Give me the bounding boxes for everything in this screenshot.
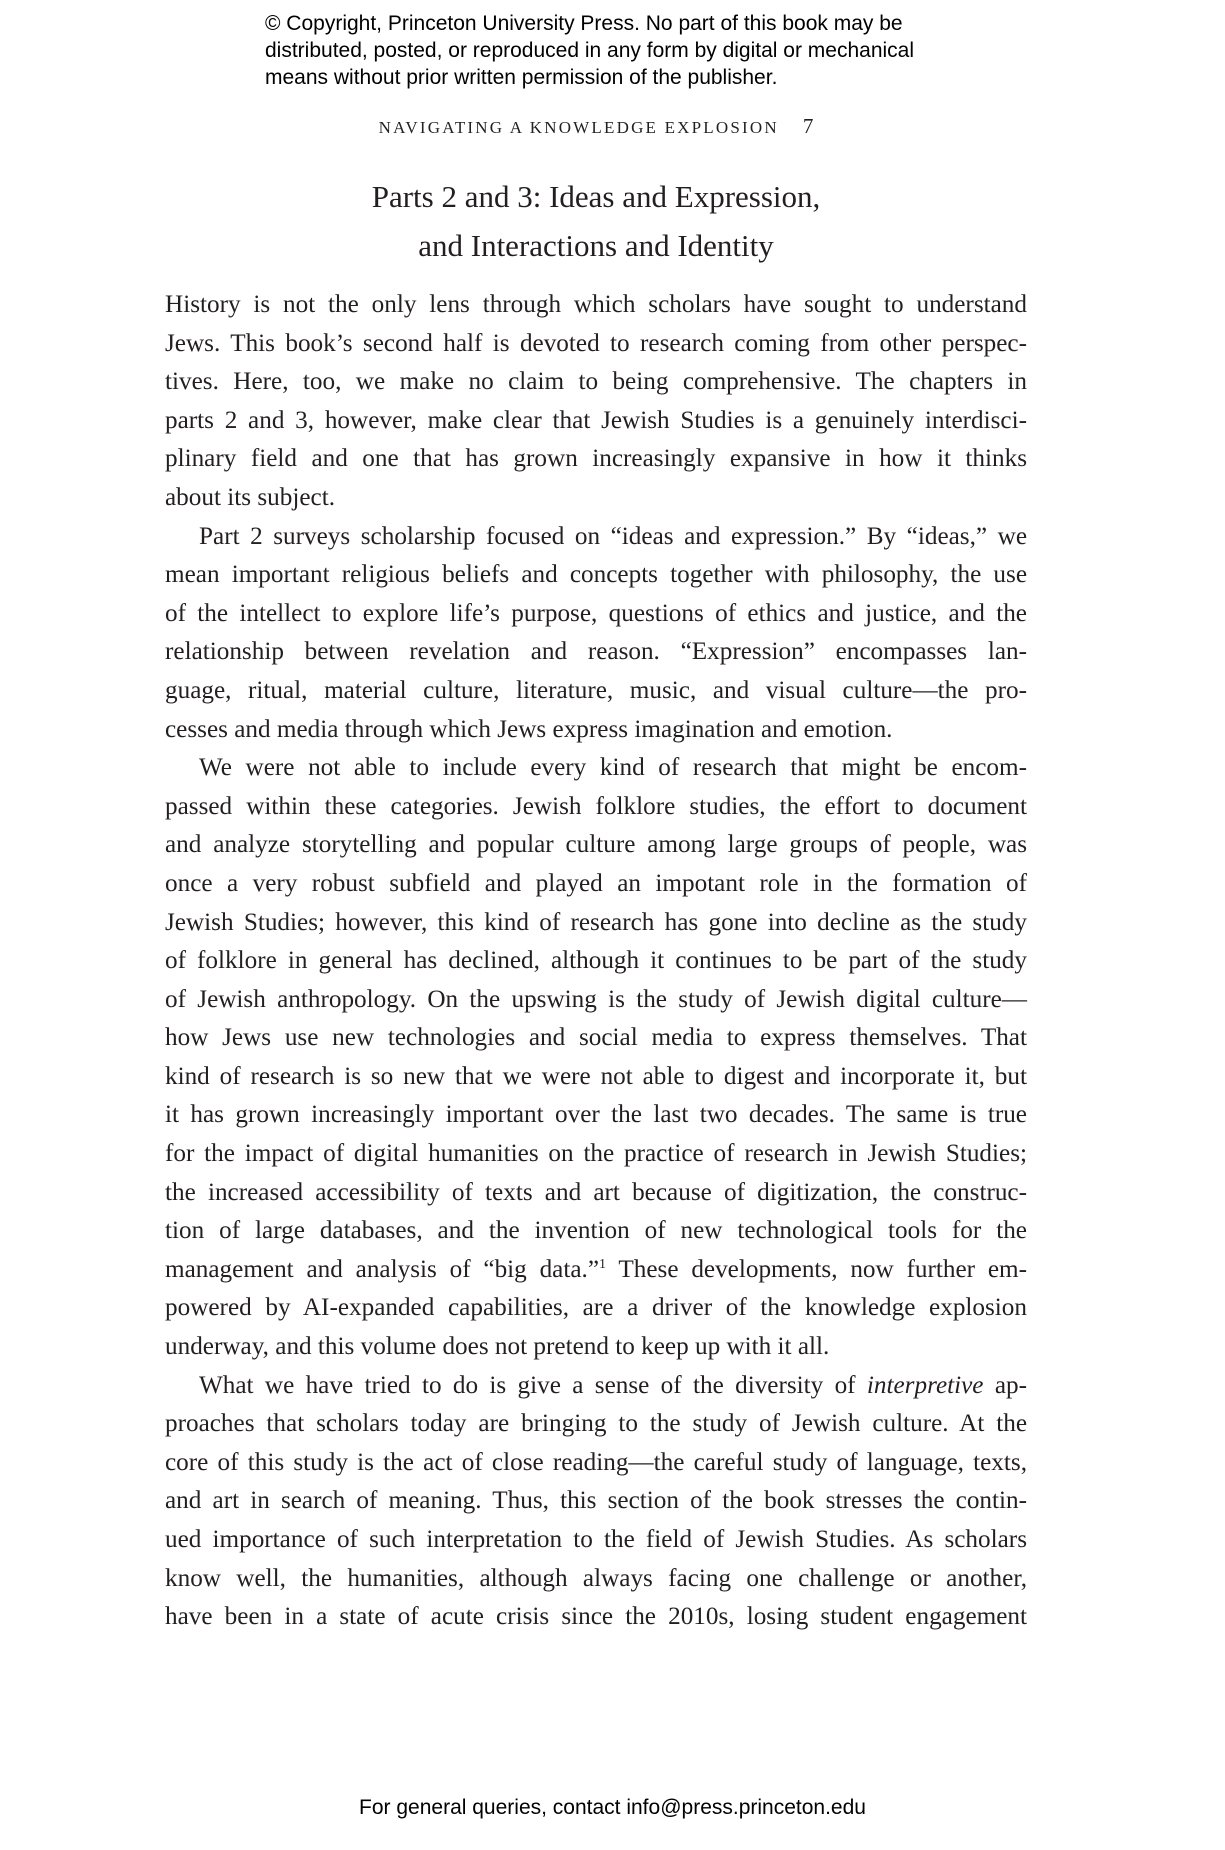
text-line: of folklore in general has declined, although it continues to be part of the study xyxy=(165,947,1027,975)
text-line: passed within these categories. Jewish folklore studies, the effort to document xyxy=(165,792,1027,820)
text-line: know well, the humanities, although always facing one challenge or another, xyxy=(165,1564,1027,1592)
text-line: core of this study is the act of close reading—the careful study of language, texts, xyxy=(165,1448,1027,1476)
paragraph xyxy=(165,749,1027,1367)
text-line: ued importance of such interpretation to the field of Jewish Studies. As scholars xyxy=(165,1526,1027,1553)
text-line: it has grown increasingly important over the last two decades. The same is true xyxy=(165,1101,1027,1129)
text-line: relationship between revelation and reason. “Expression” encompasses lan- xyxy=(165,638,1027,666)
text-line: proaches that scholars today are bringing to the study of Jewish culture. At the xyxy=(165,1410,1027,1438)
copyright-line: © Copyright, Princeton University Press. No part of this book may be xyxy=(265,12,903,35)
copyright-line: distributed, posted, or reproduced in any form by digital or mechanical xyxy=(265,39,915,62)
paragraph xyxy=(165,518,1027,750)
text-line xyxy=(165,1367,1027,1406)
text-line: and analyze storytelling and popular culture among large groups of people, was xyxy=(165,831,1027,859)
text-line: Jews. This book’s second half is devoted to research coming from other perspec- xyxy=(165,329,1027,357)
page-number: 7 xyxy=(802,114,814,138)
text-line: have been in a state of acute crisis since the 2010s, losing student engagement xyxy=(165,1603,1027,1631)
text-line: how Jews use new technologies and social media to express themselves. That xyxy=(165,1024,1027,1052)
text-line: cesses and media through which Jews express imagination and emotion. xyxy=(165,715,893,743)
section-title xyxy=(165,172,1027,270)
body-text xyxy=(165,286,1027,1637)
copyright-notice xyxy=(265,10,1025,91)
text-line: guage, ritual, material culture, literature, music, and visual culture—the pro- xyxy=(165,676,1027,704)
text-line: mean important religious beliefs and concepts together with philosophy, the use xyxy=(165,561,1027,589)
text-line: History is not the only lens through which scholars have sought to understand xyxy=(165,291,1027,318)
paragraph xyxy=(165,1367,1027,1637)
text-line: We were not able to include every kind of research that might be encom- xyxy=(199,754,1027,782)
text-line: of the intellect to explore life’s purpose, questions of ethics and justice, and the xyxy=(165,599,1027,627)
text-line: powered by AI-expanded capabilities, are a driver of the knowledge explosion xyxy=(165,1294,1027,1322)
section-title-line: Parts 2 and 3: Ideas and Expression, xyxy=(371,179,821,214)
text-line: parts 2 and 3, however, make clear that Jewish Studies is a genuinely interdisci- xyxy=(165,406,1027,434)
text-line: tives. Here, too, we make no claim to being comprehensive. The chapters in xyxy=(165,368,1027,396)
text-line: kind of research is so new that we were not able to digest and incorporate it, but xyxy=(165,1062,1027,1090)
footer-contact: For general queries, contact info@press.princeton.edu xyxy=(359,1796,866,1819)
text-run: These developments, now further em- xyxy=(606,1255,1027,1283)
text-line: Jewish Studies; however, this kind of research has gone into decline as the study xyxy=(165,908,1027,936)
text-run: What we have tried to do is give a sense of the diversity of xyxy=(199,1371,867,1399)
emphasis-text: interpretive xyxy=(866,1371,984,1399)
copyright-line: means without prior written permission of the publisher. xyxy=(265,66,778,89)
paragraph xyxy=(165,286,1027,518)
text-line: about its subject. xyxy=(165,483,335,511)
text-run: management and analysis of “big data.” xyxy=(165,1255,600,1283)
text-line: for the impact of digital humanities on the practice of research in Jewish Studies; xyxy=(165,1140,1027,1168)
text-line: Part 2 surveys scholarship focused on “ideas and expression.” By “ideas,” we xyxy=(199,522,1027,550)
text-line: underway, and this volume does not pretend to keep up with it all. xyxy=(165,1333,830,1361)
text-run: ap- xyxy=(983,1371,1027,1399)
running-head xyxy=(165,114,1027,139)
text-line: the increased accessibility of texts and art because of digitization, the construc- xyxy=(165,1178,1027,1206)
text-line: and art in search of meaning. Thus, this section of the book stresses the contin- xyxy=(165,1487,1027,1515)
text-line xyxy=(165,1251,1027,1290)
running-head-title: NAVIGATING A KNOWLEDGE EXPLOSION xyxy=(378,118,779,137)
text-line: tion of large databases, and the invention of new technological tools for the xyxy=(165,1217,1027,1245)
section-title-line: and Interactions and Identity xyxy=(418,228,774,263)
footnote-reference[interactable]: 1 xyxy=(599,1256,607,1272)
text-line: once a very robust subfield and played an impotant role in the formation of xyxy=(165,869,1027,897)
text-line: of Jewish anthropology. On the upswing is the study of Jewish digital culture— xyxy=(165,985,1027,1013)
text-line: plinary field and one that has grown increasingly expansive in how it thinks xyxy=(165,445,1027,473)
